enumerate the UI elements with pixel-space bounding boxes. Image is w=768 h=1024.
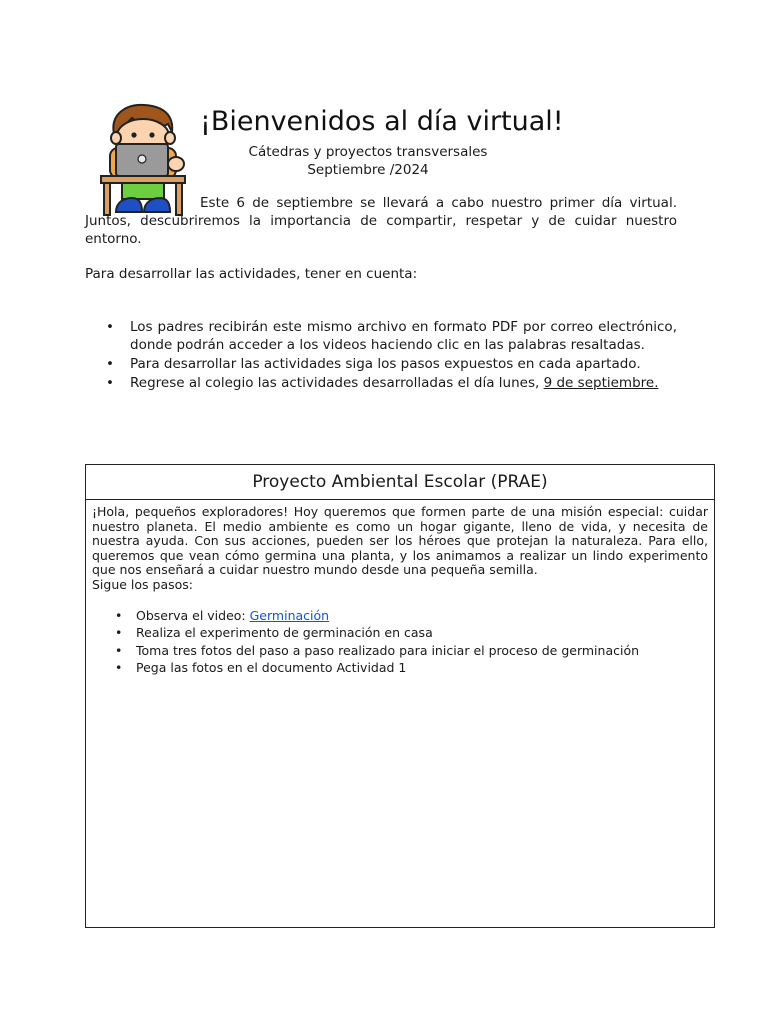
list-item: [92, 659, 708, 677]
subtitle: [200, 143, 536, 179]
prae-body: [86, 500, 714, 677]
steps-list: [92, 607, 708, 677]
list-item: [85, 318, 677, 354]
list-item-text: Para desarrollar las actividades siga los pasos expuestos en cada apartado.: [130, 356, 641, 372]
step-prefix: Observa el video:: [136, 607, 250, 623]
instructions-list: [85, 318, 677, 393]
prae-box: [85, 464, 715, 928]
prae-paragraph: ¡Hola, pequeños exploradores! Hoy queremos que formen parte de una misión especial: cuidar nuestro planeta. El medio ambiente es como un hogar gigante, lleno de vida, y necesita de nuestra ayuda. Con sus acciones, pueden ser los héroes que protejan la naturaleza. Para ello, queremos que vean cómo germina una planta, y los animamos a realizar un lindo experimento que nos enseñará a cuidar nuestro mundo desde una pequeña semilla.: [92, 504, 708, 578]
return-date: 9 de septiembre.: [543, 375, 659, 391]
step-text: Toma tres fotos del paso a paso realizado para iniciar el proceso de germinación: [136, 642, 640, 658]
germination-video-link[interactable]: Germinación: [249, 607, 330, 623]
steps-intro: Sigue los pasos:: [92, 576, 194, 592]
prae-title: Proyecto Ambiental Escolar (PRAE): [86, 465, 714, 500]
step-text: Realiza el experimento de germinación en casa: [136, 625, 433, 641]
list-item: [92, 624, 708, 642]
activities-note: Para desarrollar las actividades, tener en cuenta:: [85, 266, 418, 282]
intro-line-2: Juntos, descubriremos la importancia de compartir, respetar y de cuidar nuestro entorno.: [85, 213, 677, 247]
list-item: [85, 374, 677, 392]
list-item-text: Regrese al colegio las actividades desarrolladas el día lunes,: [130, 375, 544, 391]
list-item-text: Los padres recibirán este mismo archivo en formato PDF por correo electrónico, donde podrán acceder a los videos haciendo clic en las palabras resaltadas.: [130, 319, 677, 353]
intro-paragraph: [85, 194, 677, 248]
subtitle-line-2: Septiembre /2024: [307, 162, 429, 178]
intro-line-1: Este 6 de septiembre se llevará a cabo nuestro primer día virtual.: [200, 195, 677, 211]
step-text: Pega las fotos en el documento Actividad 1: [136, 660, 407, 676]
subtitle-line-1: Cátedras y proyectos transversales: [248, 144, 488, 160]
list-item: [85, 355, 677, 373]
list-item: [92, 642, 708, 660]
page-title: ¡Bienvenidos al día virtual!: [200, 106, 564, 137]
list-item: [92, 607, 708, 625]
